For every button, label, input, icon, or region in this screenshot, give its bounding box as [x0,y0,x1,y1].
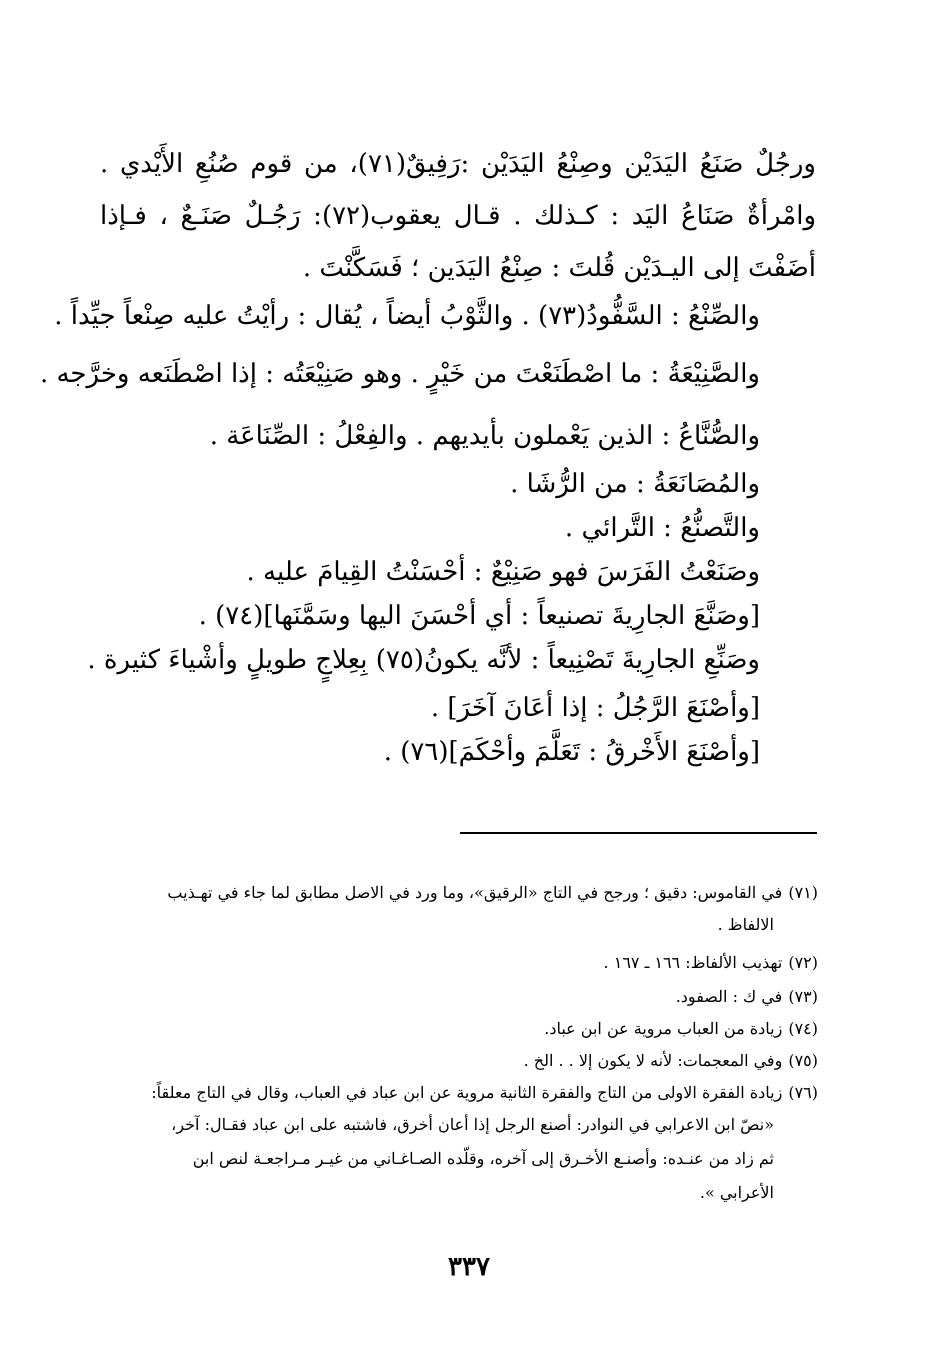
footnote-text: في ك : الصفود. [675,987,783,1006]
entry-line: وصَنِّعِ الجارِيةَ تَصْنِيعاً : لأنَّه يكونُ(٧٥) بِعِلاجٍ طويلٍ وأشْياءَ كثيرة . [87,645,760,675]
footnote-text: في القاموس: دقيق ؛ ورجح في التاج «الرقيق»، وما ورد في الاصل مطابق لما جاء في تهـذيب [167,883,783,902]
footnote-number: (٧٥) [788,1051,818,1070]
footnote-text: وفي المعجمات: لأنه لا يكون إلا . . الخ . [523,1051,783,1070]
entry-line: [وأصْنَعَ الأَخْرقُ : تَعَلَّمَ وأحْكَمَ](٧٦) . [383,737,760,767]
footnote-text: زيادة من العباب مروية عن ابن عباد. [544,1019,783,1038]
entry-line: والصُّنَّاعُ : الذين يَعْملون بأيديهم . والفِعْلُ : الصِّنَاعَة . [209,421,760,451]
footnote-text: زيادة الفقرة الاولى من التاج والفقرة الثانية مروية عن ابن عباد في العباب، وقال في التاج معلقاً: [151,1083,783,1102]
intro-paragraph: ورجُلٌ صَنَعُ اليَدَيْن وصِنْعُ اليَدَيْن :رَفِيقٌ(٧١)، من قوم صُنُعِ الأَيْدي . وامْرأةٌ صَنَاعُ اليَد : كـذلك . قـال يعقوب(٧٢): رَجُـلٌ صَنَـعٌ ، فـإذا أضَفْتَ إلى اليـدَيْن قُلتَ : صِنْعُ اليَدَين ؛ فَسَكَّنْتَ . [100,149,817,283]
entry-line: والتَّصنُّعُ : التَّرائي . [564,513,760,543]
footnote-number: (٧٣) [788,987,818,1006]
footnote-76-cont: الأعرابي ». [699,1183,774,1202]
footnote-text: تهذيب الألفاظ: ١٦٦ ـ ١٦٧ . [603,953,783,972]
footnote-71 [102,880,818,906]
footnote-number: (٧١) [788,883,818,902]
footnote-number: (٧٢) [788,953,818,972]
footnote-71-cont: الالفاظ . [717,915,774,934]
footnote-75 [102,1048,818,1074]
footnote-76-cont: «نصّ ابن الاعرابي في النوادر: أصنع الرجل إذا أعان أخرق، فاشتبه على ابن عباد فقـال: آخر، [171,1115,774,1134]
footnote-number: (٧٤) [788,1019,818,1038]
entry-line: والصِّنْعُ : السَّفُّودُ(٧٣) . والثَّوْبُ أيضاً ، يُقال : رأيْتُ عليه صِنْعاً جيِّداً . [54,301,760,331]
page-number: ٣٣٧ [448,1252,490,1282]
footnote-divider [460,832,817,834]
footnote-72 [102,950,818,976]
footnote-number: (٧٦) [788,1083,818,1102]
entry-line: [وصَنَّعَ الجارِيةَ تصنيعاً : أي أحْسَنَ اليها وسَمَّنَها](٧٤) . [198,601,760,631]
footnote-76-cont: ثم زاد من عنـده: وأصنـع الأخـرق إلى آخره، وقلّده الصـاغـاني من غيـر مـراجعـة لنص ابن [192,1149,774,1168]
footnote-74 [102,1016,818,1042]
footnote-76 [102,1080,818,1106]
footnote-73 [102,984,818,1010]
entry-line: والصَّنِيْعَةُ : ما اصْطَنَعْتَ من خَيْرٍ . وهو صَنِيْعَتُه : إذا اصْطَنَعه وخرَّجه . [39,359,760,389]
entry-line: والمُصَانَعَةُ : من الرُّشَا . [510,469,760,499]
entry-line: وصَنَعْتُ الفَرَسَ فهو صَنِيْعٌ : أحْسَنْتُ القِيامَ عليه . [246,557,760,587]
entry-line: [وأصْنَعَ الرَّجُلُ : إذا أعَانَ آخَرَ] . [430,693,760,723]
